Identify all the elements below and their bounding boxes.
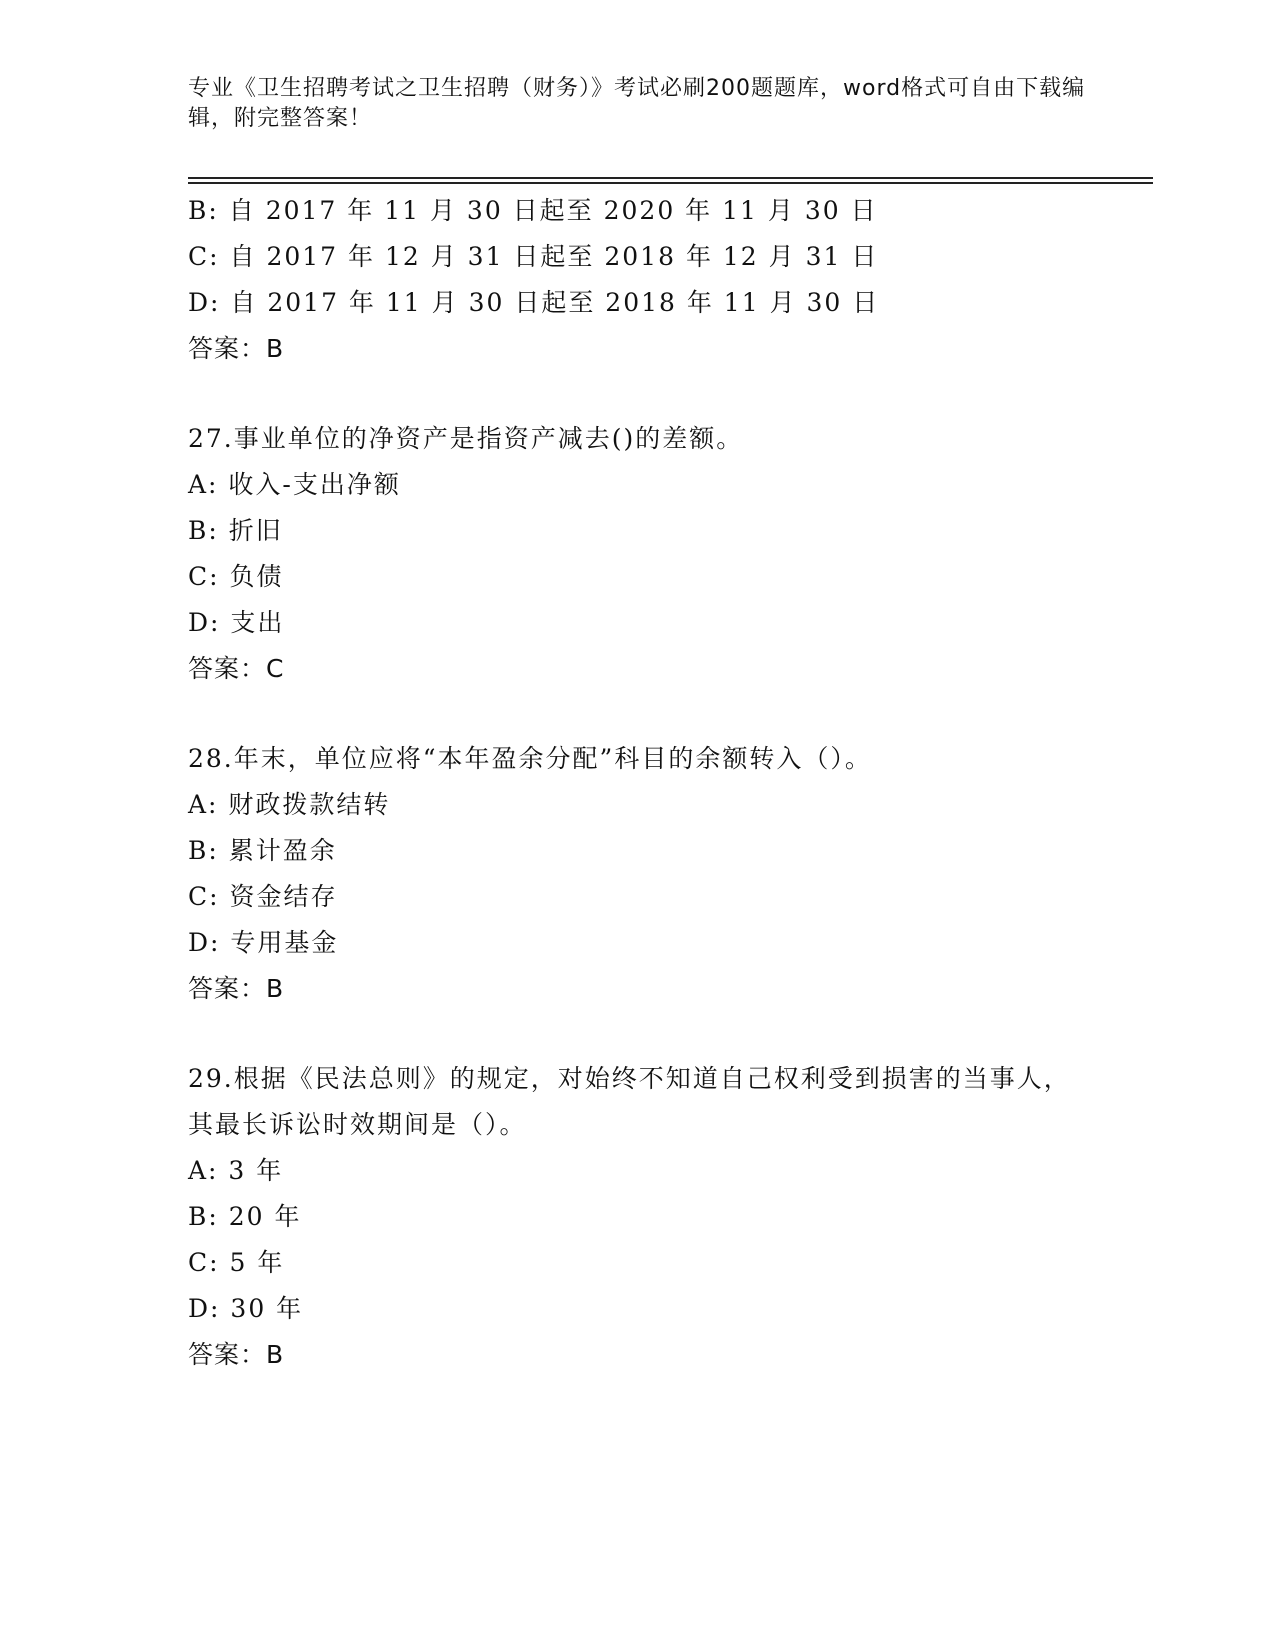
header-rule-bottom [188, 182, 1153, 184]
question-partial [188, 188, 1088, 372]
document-header: 专业《卫生招聘考试之卫生招聘（财务）》考试必刷200题题库，word格式可自由下载编辑，附完整答案！ [188, 76, 1086, 131]
answer-line: 答案：C [188, 654, 285, 683]
option-a: A: 收入-支出净额 [188, 470, 401, 499]
option-d: D: 自 2017 年 11 月 30 日起至 2018 年 11 月 30 日 [188, 288, 880, 317]
option-c: C: 5 年 [188, 1248, 285, 1277]
option-b: B: 20 年 [188, 1202, 302, 1231]
option-c: C: 资金结存 [188, 882, 338, 911]
question-text: 28.年末，单位应将“本年盈余分配”科目的余额转入（）。 [188, 744, 872, 773]
question-text: 29.根据《民法总则》的规定，对始终不知道自己权利受到损害的当事人，其最长诉讼时效期间是（）。 [188, 1064, 1071, 1139]
answer-line: 答案：B [188, 334, 285, 363]
option-d: D: 专用基金 [188, 928, 339, 957]
option-a: A: 财政拨款结转 [188, 790, 391, 819]
option-b: B: 自 2017 年 11 月 30 日起至 2020 年 11 月 30 日 [188, 196, 878, 225]
question-28 [188, 736, 1088, 1012]
option-d: D: 支出 [188, 608, 285, 637]
option-b: B: 累计盈余 [188, 836, 337, 865]
option-c: C: 自 2017 年 12 月 31 日起至 2018 年 12 月 31 日 [188, 242, 879, 271]
question-29 [188, 1056, 1088, 1378]
answer-line: 答案：B [188, 974, 285, 1003]
document-body [188, 188, 1088, 1378]
header-rule-top [188, 177, 1153, 179]
question-text: 27.事业单位的净资产是指资产减去()的差额。 [188, 424, 744, 453]
option-b: B: 折旧 [188, 516, 283, 545]
option-c: C: 负债 [188, 562, 284, 591]
question-27 [188, 416, 1088, 692]
option-a: A: 3 年 [188, 1156, 284, 1185]
option-d: D: 30 年 [188, 1294, 304, 1323]
answer-line: 答案：B [188, 1340, 285, 1369]
